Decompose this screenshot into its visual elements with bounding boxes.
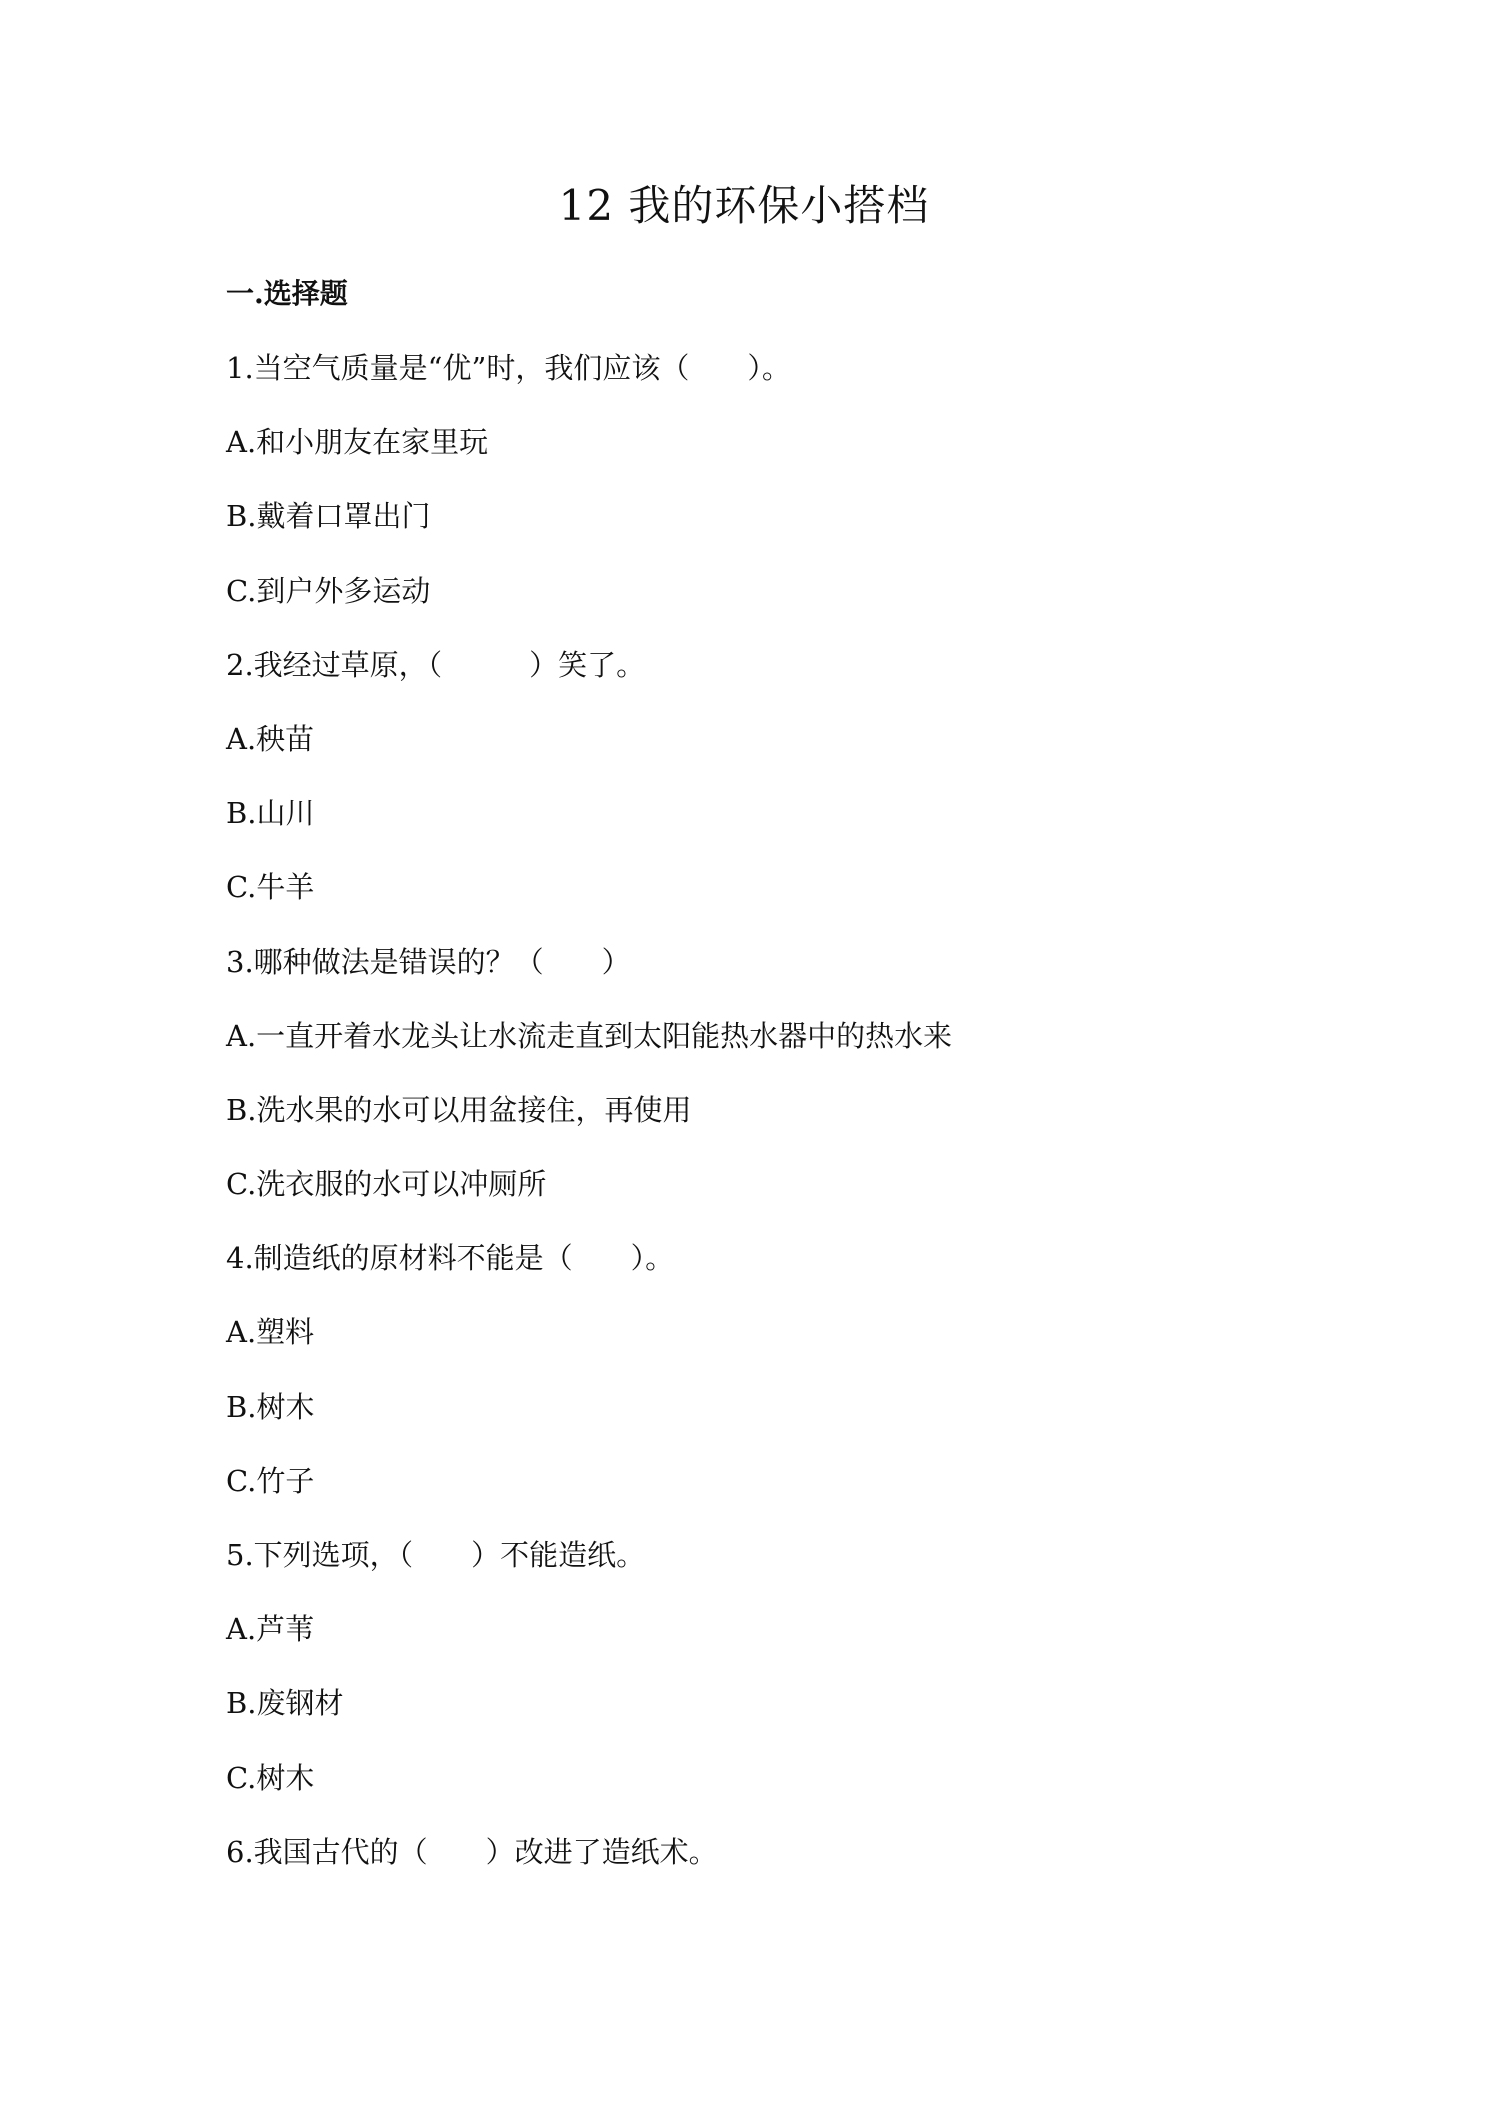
question-3-option-a: A.一直开着水龙头让水流走直到太阳能热水器中的热水来 <box>226 1018 953 1053</box>
question-1-option-c: C.到户外多运动 <box>226 573 431 608</box>
question-3-option-b: B.洗水果的水可以用盆接住，再使用 <box>226 1092 692 1127</box>
question-4-option-c: C.竹子 <box>226 1463 315 1498</box>
question-4-option-a: A.塑料 <box>226 1315 315 1350</box>
question-5-option-a: A.芦苇 <box>226 1612 315 1647</box>
question-2-stem: 2.我经过草原，（ ）笑了。 <box>226 647 646 682</box>
question-4-stem: 4.制造纸的原材料不能是（ ）。 <box>226 1241 675 1276</box>
question-5-option-b: B.废钢材 <box>226 1686 344 1721</box>
question-3-stem: 3.哪种做法是错误的？（ ） <box>226 944 631 979</box>
question-list <box>226 348 1326 1906</box>
question-6-stem: 6.我国古代的（ ）改进了造纸术。 <box>226 1834 718 1869</box>
question-1-option-a: A.和小朋友在家里玩 <box>226 425 489 460</box>
question-1-stem: 1.当空气质量是“优”时，我们应该（ ）。 <box>226 351 791 385</box>
question-2-option-c: C.牛羊 <box>226 870 315 905</box>
question-5-stem: 5.下列选项，（ ）不能造纸。 <box>226 1538 646 1572</box>
question-1-option-b: B.戴着口罩出门 <box>226 499 431 534</box>
section-heading: 一.选择题 <box>226 277 348 310</box>
question-5-option-c: C.树木 <box>226 1760 315 1795</box>
question-2-option-b: B.山川 <box>226 796 315 831</box>
question-4-option-b: B.树木 <box>226 1389 315 1424</box>
page-title: 12 我的环保小搭档 <box>558 181 930 230</box>
question-2-option-a: A.秧苗 <box>226 721 315 756</box>
question-3-option-c: C.洗衣服的水可以冲厕所 <box>226 1167 547 1202</box>
